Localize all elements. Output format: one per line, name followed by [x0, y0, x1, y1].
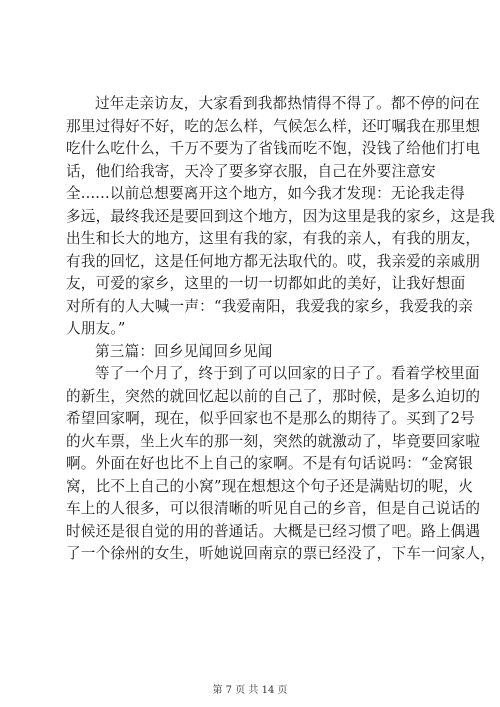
text-line: 有我的回忆，这是任何地方都无法取代的。哎，我亲爱的亲戚朋 — [66, 252, 481, 270]
text-line: 希望回家啊，现在，似乎回家也不是那么的期待了。买到了2号 — [66, 410, 475, 427]
text-line: 了一个徐州的女生，听她说回南京的票已经没了，下车一问家人， — [66, 545, 496, 562]
text-line: 多远，最终我还是要回到这个地方，因为这里是我的家乡，这是我 — [66, 207, 496, 225]
page-footer: 第 7 页 共 14 页 — [212, 685, 288, 696]
text-line: 的火车票，坐上火车的那一刻，突然的就激动了，毕竟要回家啦 — [66, 432, 481, 450]
text-line: 过年走亲访友，大家看到我都热情得不得了。都不停的问在 — [95, 95, 480, 112]
text-line: 友，可爱的家乡，这里的一切一切都如此的美好，让我好想面 — [66, 275, 466, 292]
text-line: 窝，比不上自己的小窝”现在想想这个句子还是满贴切的呢，火 — [66, 477, 474, 495]
text-line: 时候还是很自觉的用的普通话。大概是已经习惯了吧。路上偶遇 — [66, 522, 481, 540]
text-line: 等了一个月了，终于到了可以回家的日子了。看着学校里面 — [95, 365, 480, 382]
text-line: 吃什么吃什么，千万不要为了省钱而吃不饱，没钱了给他们打电 — [66, 140, 481, 157]
text-line: 出生和长大的地方，这里有我的家，有我的亲人，有我的朋友， — [66, 230, 481, 247]
text-line: 全......以前总想要离开这个地方，如今我才发现：无论我走得 — [66, 185, 465, 202]
text-line: 啊。外面在好也比不上自己的家啊。不是有句话说吗：“金窝银 — [66, 455, 474, 472]
document-body — [66, 93, 496, 566]
text-line: 人朋友。” — [66, 320, 126, 337]
text-line: 对所有的人大喊一声：“我爱南阳，我爱我的家乡，我爱我的亲 — [66, 297, 474, 315]
text-line: 第三篇：回乡见闻回乡见闻 — [95, 342, 273, 360]
text-line: 车上的人很多，可以很清晰的听见自己的乡音，但是自己说话的 — [66, 500, 481, 517]
text-line: 话，他们给我寄，天冷了要多穿衣服，自己在外要注意安 — [66, 162, 436, 180]
text-line: 的新生，突然的就回忆起以前的自己了，那时候，是多么迫切的 — [66, 387, 481, 405]
text-line: 那里过得好不好，吃的怎么样，气候怎么样，还叮嘱我在那里想 — [66, 117, 481, 135]
